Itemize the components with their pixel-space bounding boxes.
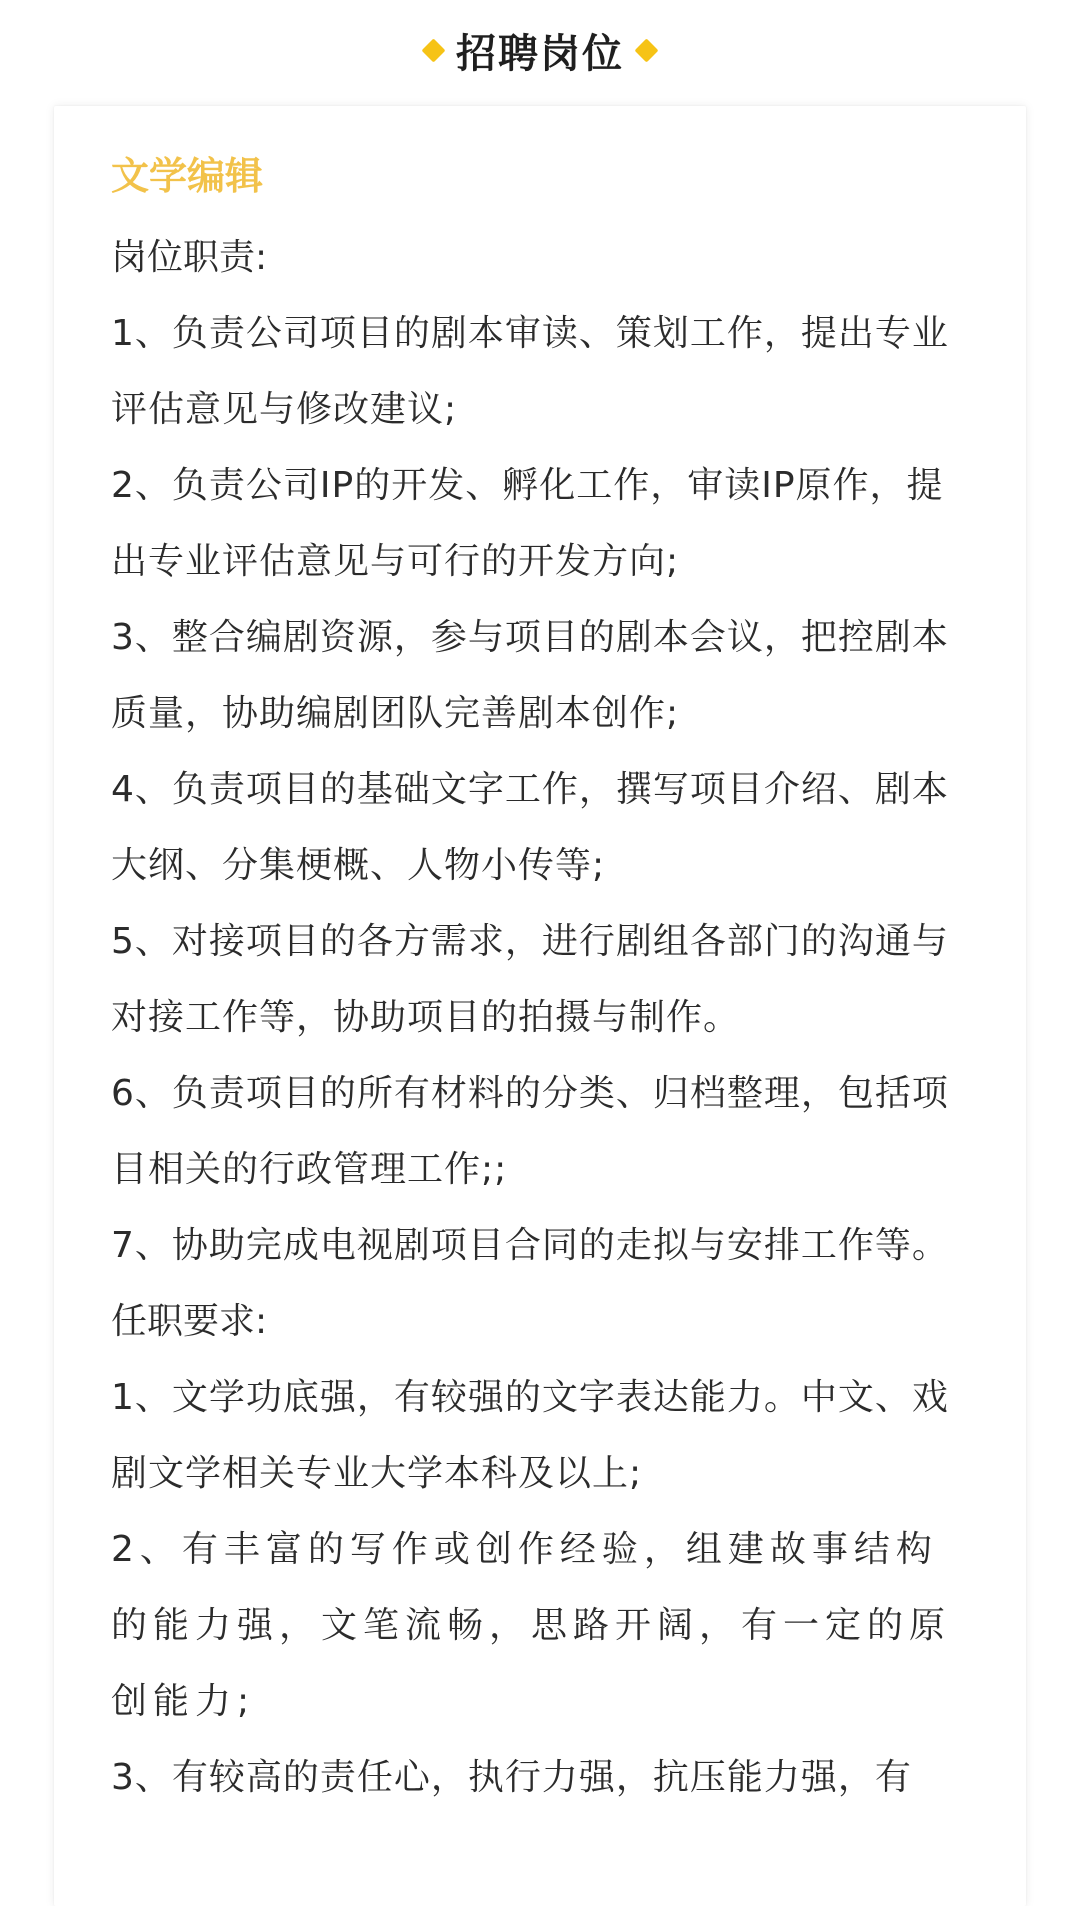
section-header	[0, 0, 1080, 100]
duty-item: 7、协助完成电视剧项目合同的走拟与安排工作等。	[111, 1225, 949, 1266]
section-title: 招聘岗位	[456, 30, 624, 77]
requirement-item: 2、有丰富的写作或创作经验，组建故事结构的能力强，文笔流畅，思路开阔，有一定的原创能力;	[111, 1529, 952, 1722]
requirement-item: 3、有较高的责任心，执行力强，抗压能力强，有	[111, 1757, 912, 1798]
duty-item: 3、整合编剧资源，参与项目的剧本会议，把控剧本质量，协助编剧团队完善剧本创作;	[111, 617, 949, 734]
job-card	[54, 106, 1026, 1906]
duty-item: 4、负责项目的基础文字工作，撰写项目介绍、剧本大纲、分集梗概、人物小传等;	[111, 769, 949, 886]
requirements-heading: 任职要求:	[111, 1301, 268, 1342]
duty-item: 2、负责公司IP的开发、孵化工作，审读IP原作，提出专业评估意见与可行的开发方向;	[111, 465, 944, 582]
duties-heading: 岗位职责:	[111, 237, 268, 278]
diamond-right-icon	[634, 38, 658, 62]
duty-item: 1、负责公司项目的剧本审读、策划工作，提出专业评估意见与修改建议;	[111, 313, 949, 430]
job-title: 文学编辑	[111, 154, 264, 198]
diamond-left-icon	[421, 38, 445, 62]
job-card-content	[111, 146, 977, 1816]
requirement-item: 1、文学功底强，有较强的文字表达能力。中文、戏剧文学相关专业大学本科及以上;	[111, 1377, 949, 1494]
duty-item: 6、负责项目的所有材料的分类、归档整理，包括项目相关的行政管理工作;;	[111, 1073, 949, 1190]
duty-item: 5、对接项目的各方需求，进行剧组各部门的沟通与对接工作等，协助项目的拍摄与制作。	[111, 921, 949, 1038]
